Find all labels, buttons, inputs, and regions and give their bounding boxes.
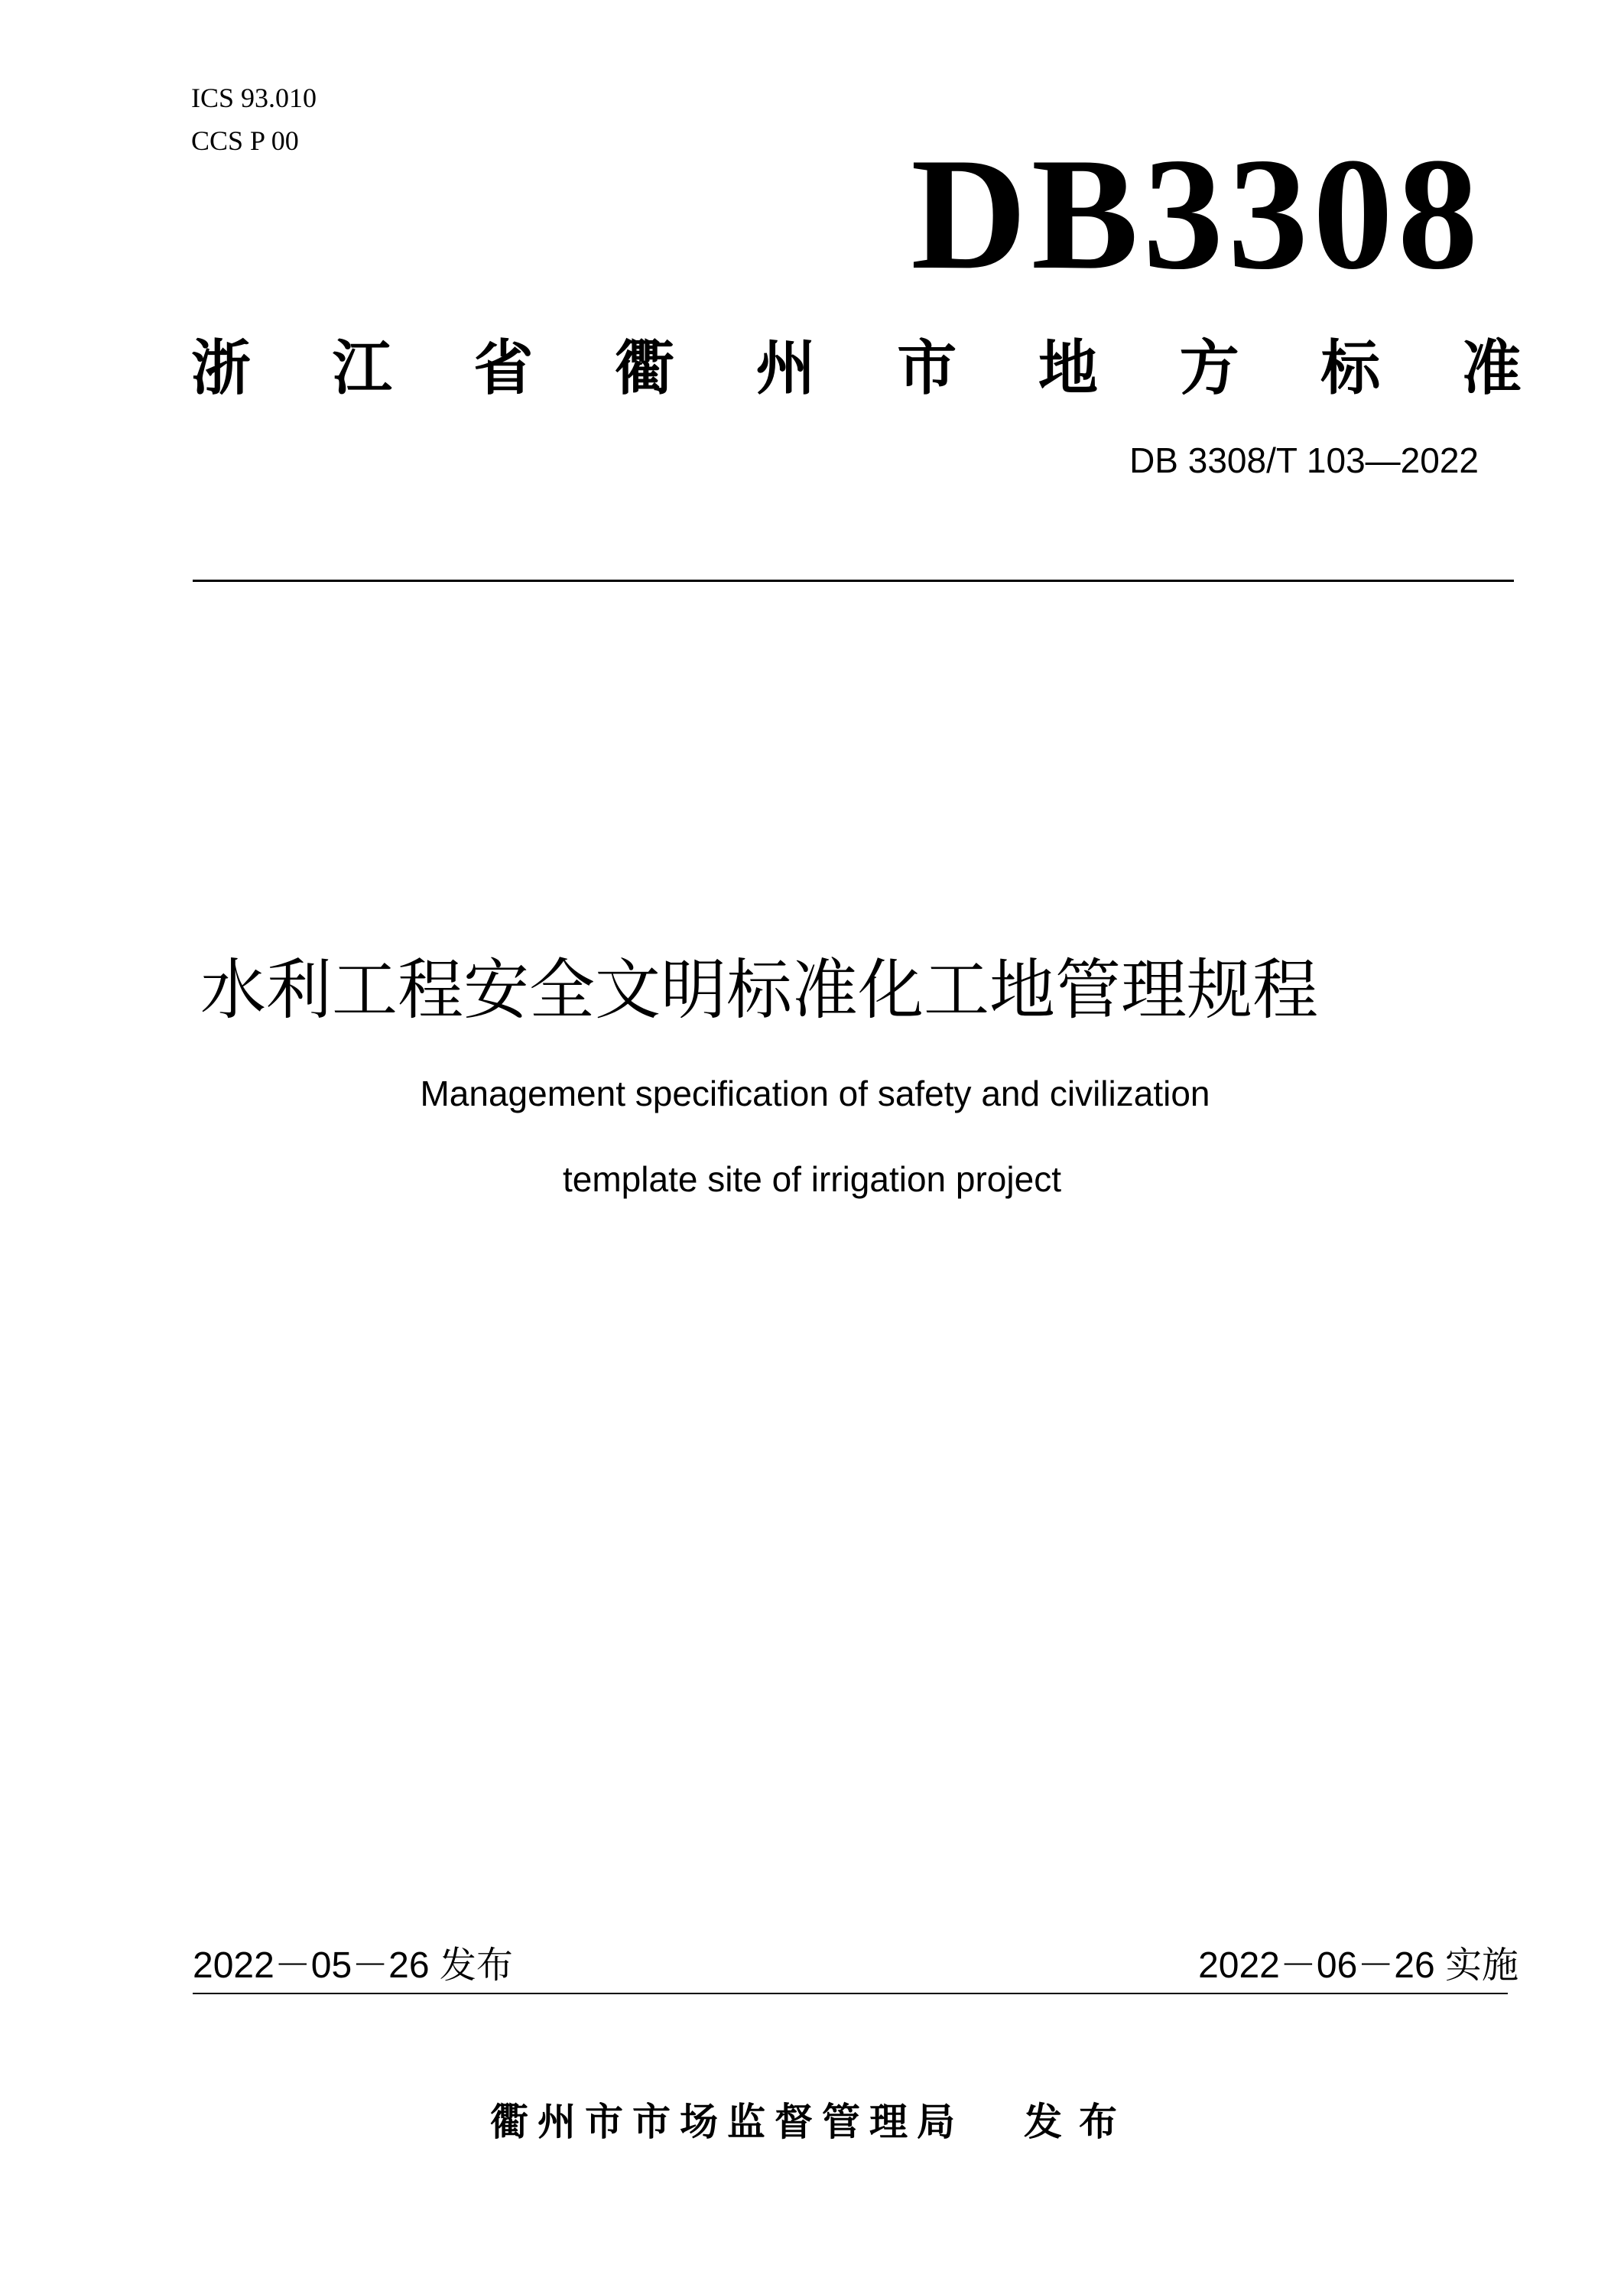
- standard-type-char: 省: [473, 334, 534, 403]
- ccs-code: CCS P 00: [191, 125, 299, 156]
- document-title-chinese: 水利工程安全文明标准化工地管理规程: [200, 952, 1318, 1028]
- footer-divider: [193, 1993, 1508, 1994]
- standard-code-logo: DB3308: [911, 125, 1483, 303]
- standard-type-char: 地: [1038, 334, 1098, 403]
- issue-date: 2022－05－26 发布: [193, 1945, 513, 1986]
- document-title-english-line-2: template site of irrigation project: [563, 1159, 1061, 1199]
- document-title-english-line-1: Management specification of safety and civilization: [420, 1074, 1210, 1113]
- publisher-action: 发布: [1024, 2100, 1134, 2144]
- standard-type-char: 方: [1179, 334, 1239, 403]
- publisher-organization: 衢州市市场监督管理局: [490, 2100, 964, 2144]
- standard-type-char: 江: [332, 334, 392, 403]
- implementation-date: 2022－06－26 实施: [1198, 1945, 1518, 1986]
- standard-type-char: 标: [1320, 334, 1381, 403]
- standard-number: DB 3308/T 103—2022: [1129, 440, 1479, 480]
- standard-type-char: 准: [1461, 334, 1522, 403]
- standard-type-char: 衢: [614, 334, 674, 403]
- standard-type-heading: [191, 321, 1522, 405]
- standard-type-char: 浙: [191, 334, 252, 403]
- ics-code: ICS 93.010: [191, 83, 317, 113]
- standard-type-char: 州: [755, 334, 816, 403]
- header-divider: [193, 580, 1514, 582]
- publisher-line: [0, 2095, 1624, 2149]
- standard-type-char: 市: [897, 334, 957, 403]
